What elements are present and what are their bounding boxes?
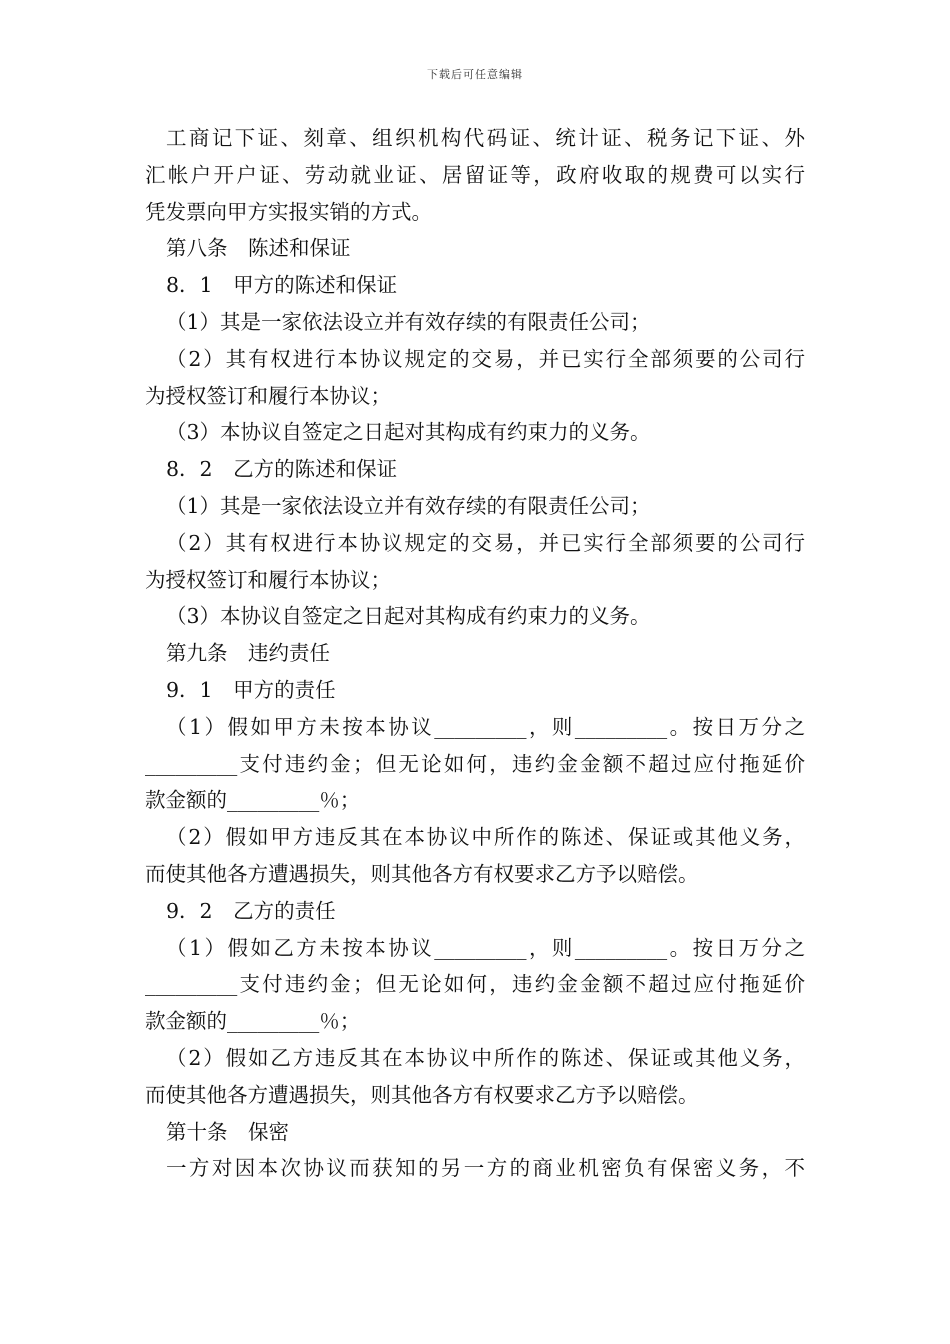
section-heading-8-1: 8．1 甲方的陈述和保证: [166, 273, 398, 298]
clause-line: _________支付违约金；但无论如何，违约金金额不超过应付拖延价: [145, 972, 805, 997]
article-heading-9: 第九条 违约责任: [166, 641, 330, 666]
section-heading-8-2: 8．2 乙方的陈述和保证: [166, 457, 398, 482]
clause-line: 而使其他各方遭遇损失，则其他各方有权要求乙方予以赔偿。: [145, 861, 699, 886]
clause-line: （2）其有权进行本协议规定的交易，并已实行全部须要的公司行: [166, 346, 805, 371]
clause-line: （3）本协议自签定之日起对其构成有约束力的义务。: [166, 604, 651, 629]
clause-line: （1）假如甲方未按本协议_________，则_________。按日万分之: [166, 714, 805, 739]
clause-line: （2）假如乙方违反其在本协议中所作的陈述、保证或其他义务，: [166, 1045, 805, 1070]
paragraph-line: 工商记下证、刻章、组织机构代码证、统计证、税务记下证、外: [166, 126, 805, 150]
paragraph-line: 汇帐户开户证、劳动就业证、居留证等，政府收取的规费可以实行: [145, 162, 805, 187]
section-heading-9-1: 9．1 甲方的责任: [166, 677, 336, 702]
clause-line: （1）其是一家依法设立并有效存续的有限责任公司；: [166, 309, 651, 334]
clause-line: （1）假如乙方未按本协议_________，则_________。按日万分之: [166, 935, 805, 960]
page-header-note: 下载后可任意编辑: [427, 68, 523, 81]
clause-line: _________支付违约金；但无论如何，违约金金额不超过应付拖延价: [145, 751, 805, 776]
clause-line: 而使其他各方遭遇损失，则其他各方有权要求乙方予以赔偿。: [145, 1082, 699, 1107]
clause-line: （2）假如甲方违反其在本协议中所作的陈述、保证或其他义务，: [166, 825, 805, 850]
clause-line: 款金额的_________％；: [145, 1009, 361, 1034]
clause-line: 为授权签订和履行本协议；: [145, 567, 391, 592]
section-heading-9-2: 9．2 乙方的责任: [166, 898, 336, 923]
clause-line: 款金额的_________％；: [145, 788, 361, 813]
clause-line: （2）其有权进行本协议规定的交易，并已实行全部须要的公司行: [166, 530, 805, 555]
article-heading-8: 第八条 陈述和保证: [166, 236, 351, 261]
clause-line: （3）本协议自签定之日起对其构成有约束力的义务。: [166, 420, 651, 445]
paragraph-line: 凭发票向甲方实报实销的方式。: [145, 199, 432, 224]
article-heading-10: 第十条 保密: [166, 1119, 289, 1144]
clause-line: 为授权签订和履行本协议；: [145, 383, 391, 408]
paragraph-line: 一方对因本次协议而获知的另一方的商业机密负有保密义务，不: [166, 1156, 805, 1181]
clause-line: （1）其是一家依法设立并有效存续的有限责任公司；: [166, 493, 651, 518]
document-body: [145, 120, 805, 1187]
